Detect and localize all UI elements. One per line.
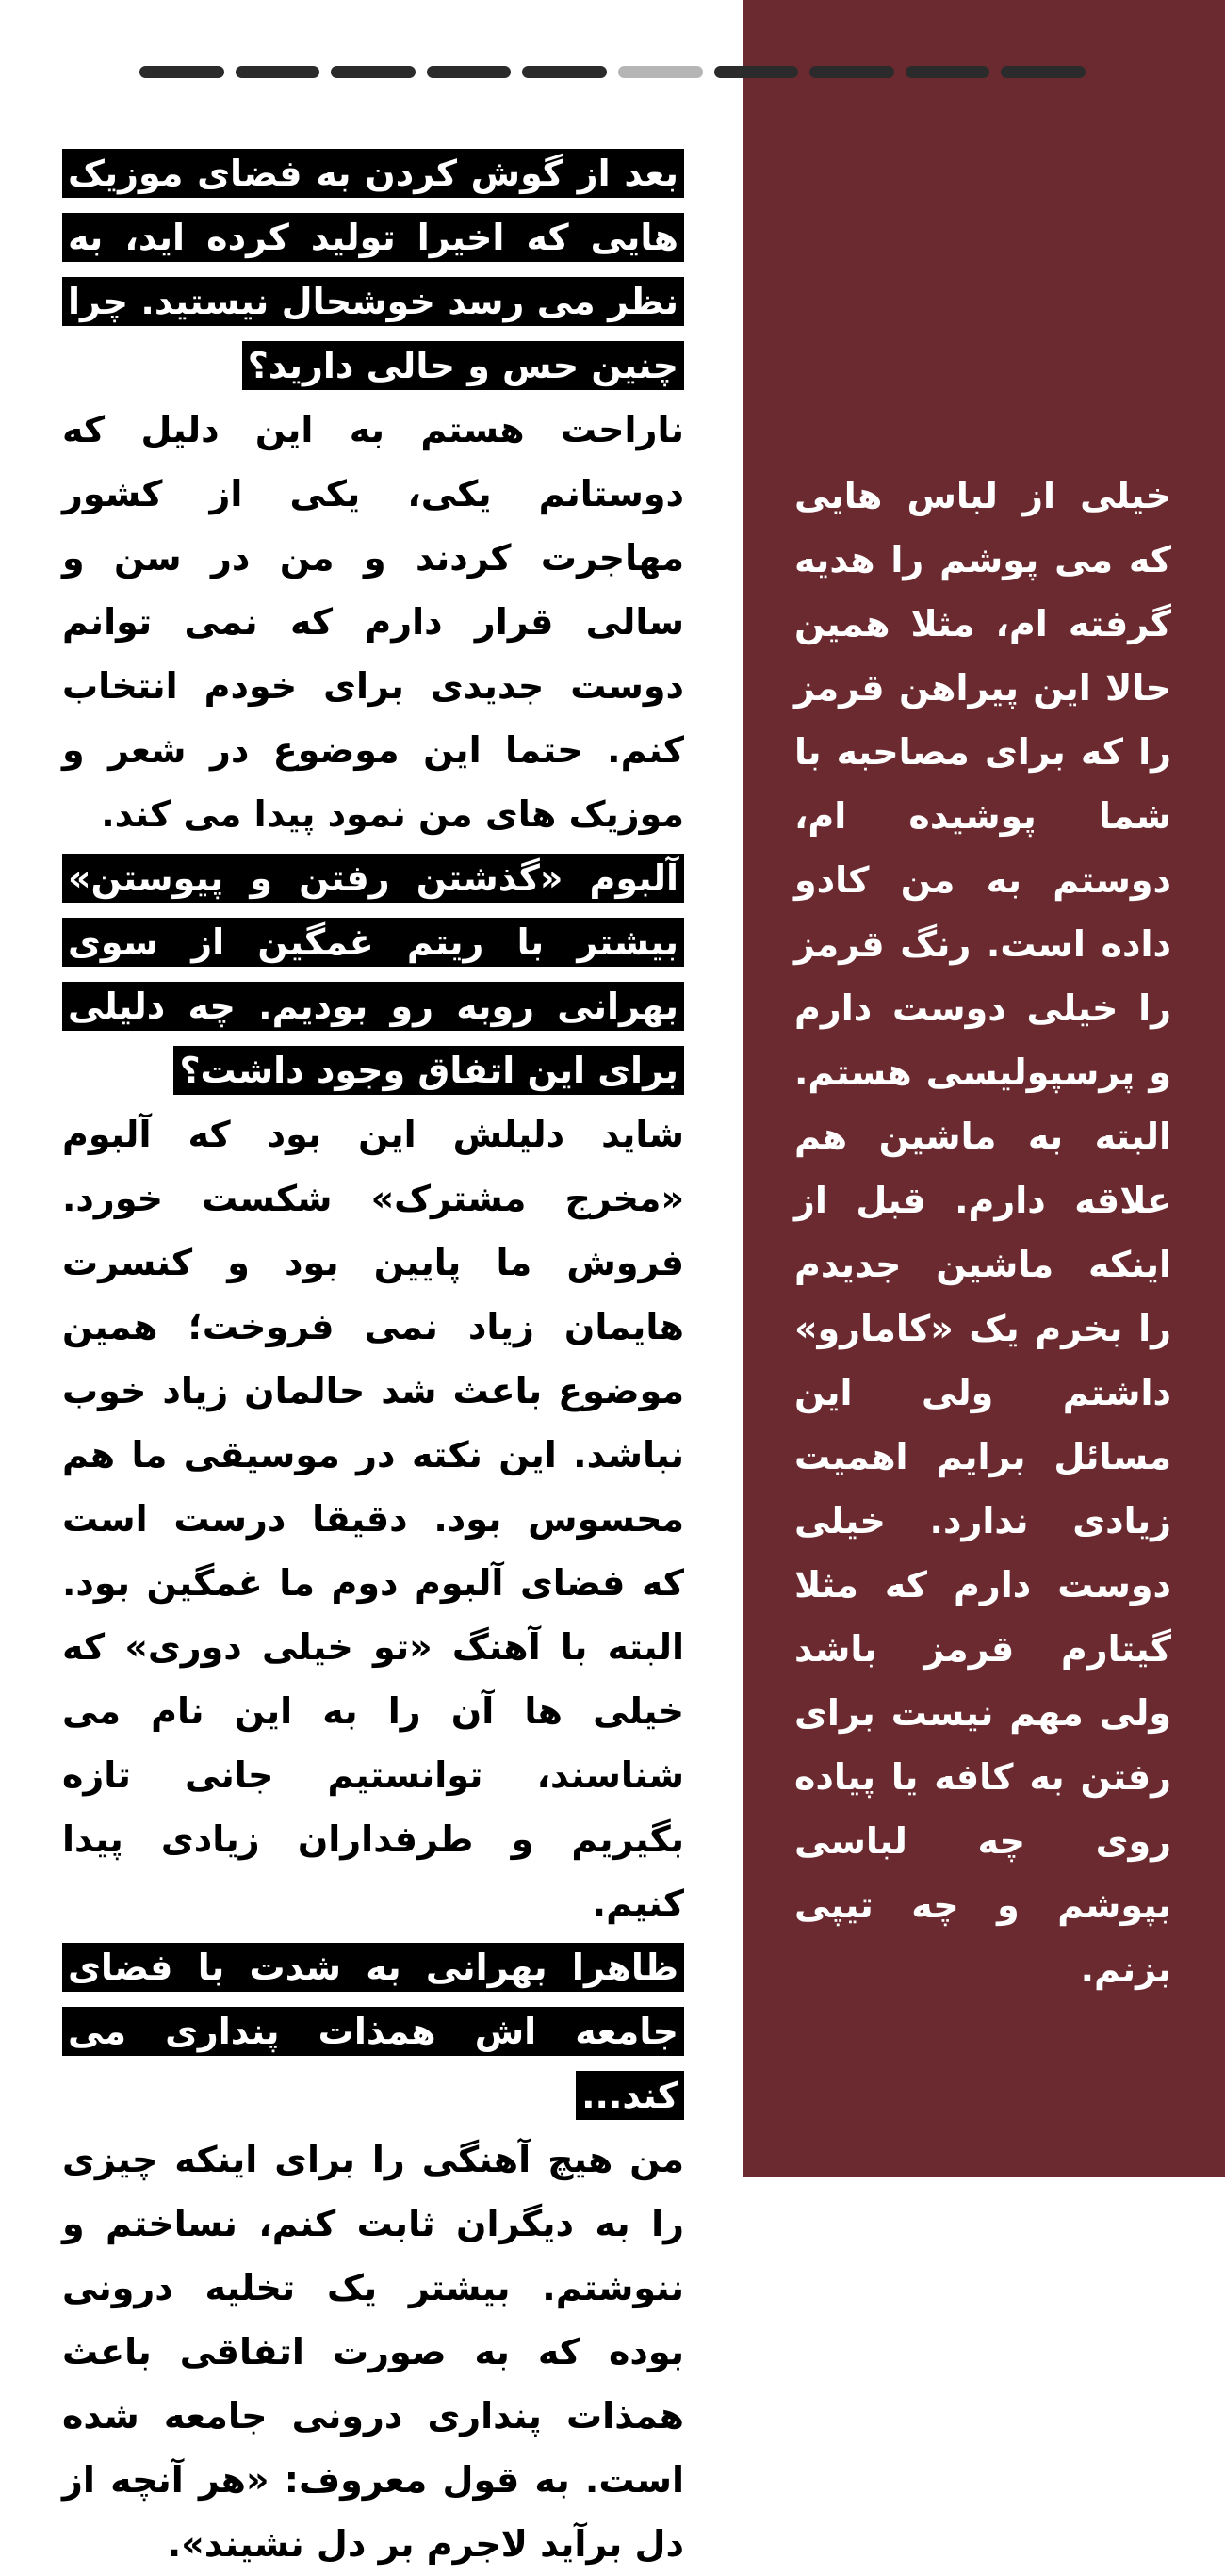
- progress-segment[interactable]: [522, 66, 607, 78]
- progress-segment[interactable]: [427, 66, 512, 78]
- interview-question-3: [62, 1935, 684, 2128]
- sidebar-quote-text: خیلی از لباس هایی که می پوشم را هدیه گرفته ام، مثلا همین حالا این پیراهن قرمز را که برای مصاحبه با شما پوشیده ام، دوستم به من کادو داده است. رنگ قرمز را خیلی دوست دارم و پرسپولیسی هستم. البته به ماشین هم علاقه دارم. قبل از اینکه ماشین جدیدم را بخرم یک «کامارو» داشتم ولی این مسائل برایم اهمیت زیادی ندارد. خیلی دوست دارم که مثلا گیتارم قرمز باشد ولی مهم نیست برای رفتن به کافه یا پیاده روی چه لباسی بپوشم و چه تیپی بزنم.: [794, 475, 1171, 1990]
- question-text: ظاهرا بهرانی به شدت با فضای جامعه اش همذات پنداری می کند...: [62, 1943, 684, 2120]
- interview-answer-2: شاید دلیلش این بود که آلبوم «مخرج مشترک» شکست خورد. فروش ما پایین بود و کنسرت هایمان زیاد نمی فروخت؛ همین موضوع باعث شد حالمان زیاد خوب نباشد. این نکته در موسیقی ما هم محسوس بود. دقیقا درست است که فضای آلبوم دوم ما غمگین بود. البته با آهنگ «تو خیلی دوری» که خیلی ها آن را به این نام می شناسند، توانستیم جانی تازه بگیریم و طرفداران زیادی پیدا کنیم.: [62, 1114, 684, 1924]
- progress-segment[interactable]: [139, 66, 224, 78]
- question-text: بعد از گوش کردن به فضای موزیک هایی که اخیرا تولید کرده اید، به نظر می رسد خوشحال نیستید. چرا چنین حس و حالی دارید؟: [62, 149, 684, 390]
- interview-column: [62, 141, 684, 2576]
- progress-segment[interactable]: [331, 66, 416, 78]
- interview-question-1: [62, 141, 684, 398]
- progress-segment[interactable]: [906, 66, 990, 78]
- interview-question-2: [62, 846, 684, 1102]
- interview-answer-1: ناراحت هستم به این دلیل که دوستانم یکی، یکی از کشور مهاجرت کردند و من در سن و سالی قرار دارم که نمی توانم دوست جدیدی برای خودم انتخاب کنم. حتما این موضوع در شعر و موزیک های من نمود پیدا می کند.: [62, 409, 684, 835]
- progress-segment[interactable]: [714, 66, 799, 78]
- progress-segment-active[interactable]: [618, 66, 703, 78]
- question-text: آلبوم «گذشتن رفتن و پیوستن» بیشتر با ریتم غمگین از سوی بهرانی روبه رو بودیم. چه دلیلی برای این اتفاق وجود داشت؟: [62, 854, 684, 1095]
- progress-segment[interactable]: [809, 66, 894, 78]
- progress-segment[interactable]: [1001, 66, 1086, 78]
- interview-answer-3: من هیچ آهنگی را برای اینکه چیزی را به دیگران ثابت کنم، نساختم و ننوشتم. بیشتر یک تخلیه درونی بوده که به صورت اتفاقی باعث همذات پنداری درونی جامعه شده است. به قول معروف: «هر آنچه از دل برآید لاجرم بر دل نشیند».: [62, 2139, 684, 2565]
- story-progress-bar: [139, 66, 1086, 79]
- progress-segment[interactable]: [236, 66, 320, 78]
